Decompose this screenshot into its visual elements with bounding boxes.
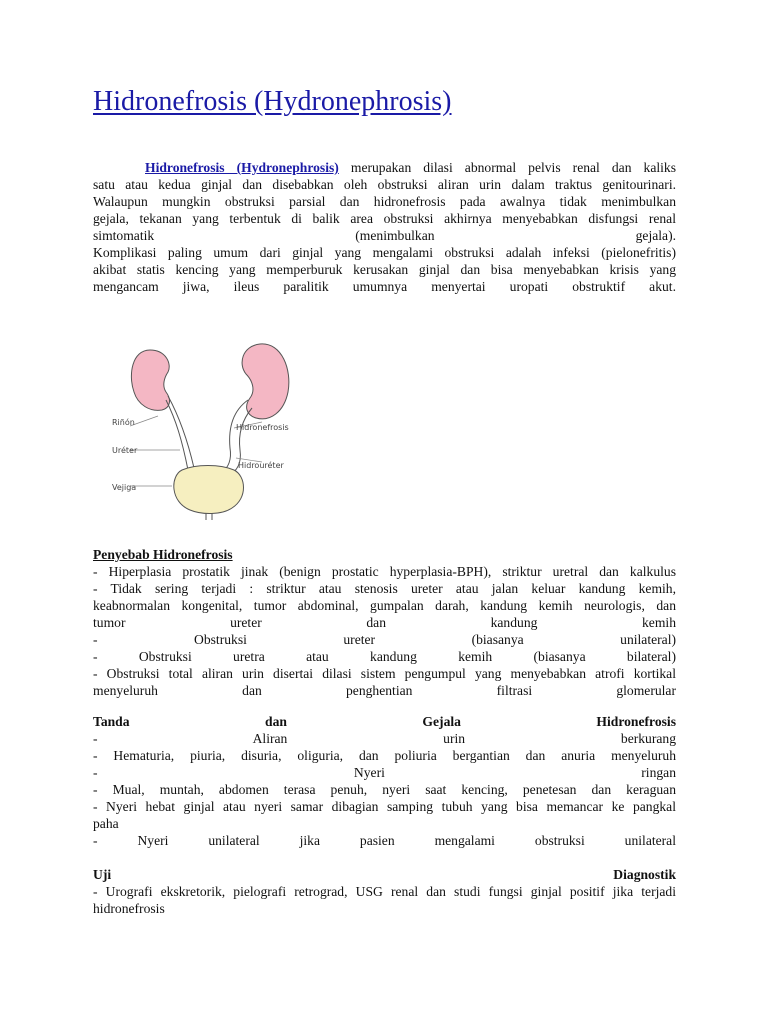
intro-line: Walaupun mungkin obstruksi parsial dan hidronefrosis pada awalnya tidak menimbulkan [93, 194, 676, 209]
causes-heading: Penyebab Hidronefrosis [93, 547, 233, 562]
intro-paragraph [93, 159, 676, 295]
intro-line: simtomatik (menimbulkan gejala). [93, 228, 676, 243]
intro-title-link[interactable]: Hidronefrosis (Hydronephrosis) [145, 160, 339, 175]
urethra-line [206, 513, 212, 520]
symptoms-section [93, 713, 676, 849]
symptoms-line: paha [93, 816, 119, 831]
causes-line: menyeluruh dan penghentian filtrasi glomerular [93, 683, 676, 698]
page-title[interactable]: Hidronefrosis (Hydronephrosis) [93, 86, 452, 117]
symptoms-line: - Hematuria, piuria, disuria, oliguria, dan poliuria bergantian dan anuria menyeluruh [93, 748, 676, 763]
diagnostic-heading: Uji Diagnostik [93, 867, 676, 882]
intro-line: Komplikasi paling umum dari ginjal yang mengalami obstruksi adalah infeksi (pielonefritis) [93, 245, 676, 260]
left-ureter-line [168, 396, 194, 468]
diagnostic-line: hidronefrosis [93, 901, 165, 916]
label-hydronephrosis: Hidronefrosis [236, 423, 289, 432]
causes-line: - Hiperplasia prostatik jinak (benign prostatic hyperplasia-BPH), striktur uretral dan kalkulus [93, 564, 676, 579]
causes-section [93, 546, 676, 699]
causes-line: - Tidak sering terjadi : striktur atau stenosis ureter atau jalan keluar kandung kemih, [93, 581, 676, 596]
intro-line-text: merupakan dilasi abnormal pelvis renal dan kaliks [350, 160, 676, 175]
right-kidney-shape [242, 344, 289, 419]
intro-line: mengancam jiwa, ileus paralitik umumnya menyertai uropati obstruktif akut. [93, 279, 676, 294]
symptoms-line: - Mual, muntah, abdomen terasa penuh, nyeri saat kencing, penetesan dan keraguan [93, 782, 676, 797]
symptoms-line: - Nyeri unilateral jika pasien mengalami obstruksi unilateral [93, 833, 676, 848]
urinary-tract-figure [110, 330, 310, 520]
diagnostic-line: - Urografi ekskretorik, pielografi retrograd, USG renal dan studi fungsi ginjal positif jika terjadi [93, 884, 676, 899]
intro-line: satu atau kedua ginjal dan disebabkan oleh obstruksi aliran urin dalam traktus genitourinari. [93, 177, 676, 192]
intro-line: gejala, tekanan yang terbentuk di balik area obstruksi akhirnya menyebabkan disfungsi renal [93, 211, 676, 226]
label-hydroureter: Hidrouréter [238, 461, 284, 470]
symptoms-line: - Aliran urin berkurang [93, 731, 676, 746]
causes-line: tumor ureter dan kandung kemih [93, 615, 676, 630]
label-bladder: Vejiga [112, 483, 137, 492]
label-kidney: Riñón [112, 418, 135, 427]
symptoms-line: - Nyeri hebat ginjal atau nyeri samar dibagian samping tubuh yang bisa memancar ke pangkal [93, 799, 676, 814]
symptoms-heading: Tanda dan Gejala Hidronefrosis [93, 714, 676, 729]
bladder-shape [174, 466, 244, 514]
diagnostic-section [93, 866, 676, 917]
intro-line [93, 159, 676, 176]
causes-line: keabnormalan kongenital, tumor abdominal, gumpalan darah, kandung kemih neurologis, dan [93, 598, 676, 613]
left-kidney-shape [131, 350, 169, 410]
intro-line: akibat statis kencing yang memperburuk kerusakan ginjal dan bisa menyebabkan krisis yang [93, 262, 676, 277]
causes-line: - Obstruksi uretra atau kandung kemih (biasanya bilateral) [93, 649, 676, 664]
label-ureter: Uréter [112, 446, 138, 455]
causes-line: - Obstruksi total aliran urin disertai dilasi sistem pengumpul yang menyebabkan atrofi kortikal [93, 666, 676, 681]
symptoms-line: - Nyeri ringan [93, 765, 676, 780]
causes-line: - Obstruksi ureter (biasanya unilateral) [93, 632, 676, 647]
